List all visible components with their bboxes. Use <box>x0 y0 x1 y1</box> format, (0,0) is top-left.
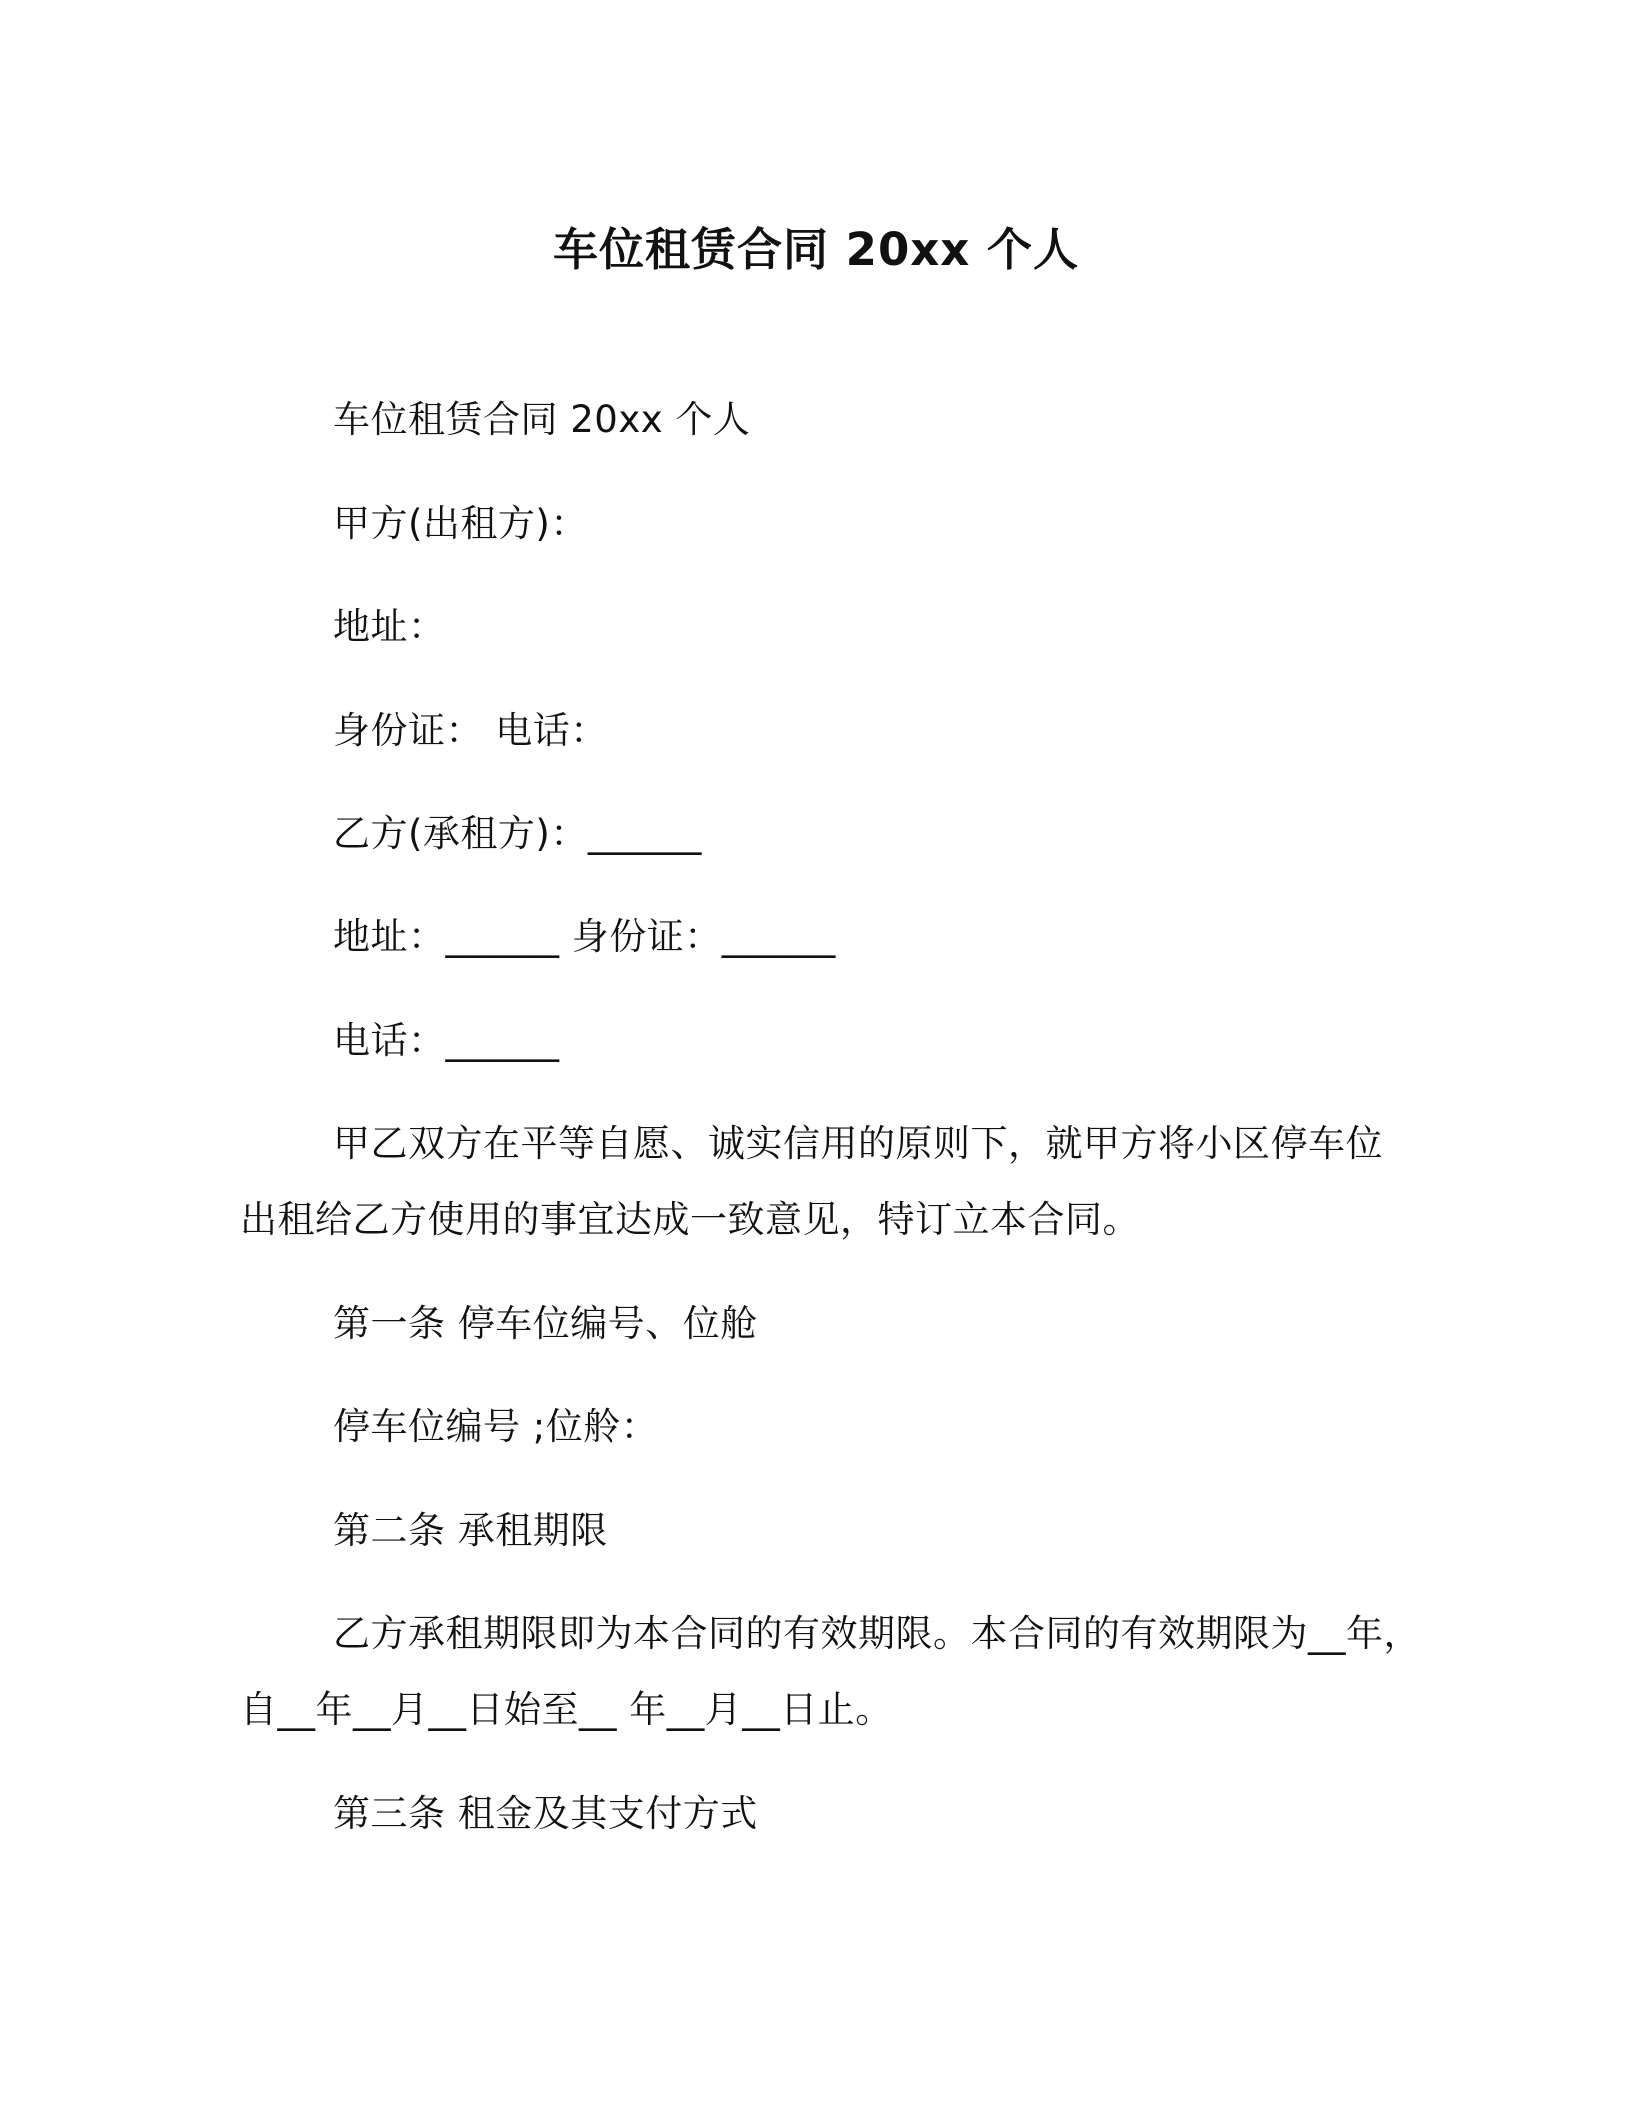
article-2-content-line-1: 乙方承租期限即为本合同的有效期限。本合同的有效期限为__年， <box>333 1612 1421 1655</box>
party-b-address-id-line: 地址：______ 身份证：______ <box>333 915 836 958</box>
article-3-heading: 第三条 租金及其支付方式 <box>333 1792 758 1835</box>
article-1-content: 停车位编号 ;位舲： <box>333 1405 659 1448</box>
article-1-heading: 第一条 停车位编号、位舱 <box>333 1302 758 1345</box>
preamble-line-1: 甲乙双方在平等自愿、诚实信用的原则下，就甲方将小区停车位 <box>333 1122 1383 1165</box>
party-a-address-line: 地址： <box>333 605 446 648</box>
article-2-heading: 第二条 承租期限 <box>333 1509 608 1552</box>
party-b-line: 乙方(承租方)：______ <box>333 812 702 855</box>
document-title: 车位租赁合同 20xx 个人 <box>552 223 1079 276</box>
article-2-content-line-2: 自__年__月__日始至__ 年__月__日止。 <box>240 1688 893 1731</box>
party-b-phone-line: 电话：______ <box>333 1019 560 1062</box>
subtitle-line: 车位租赁合同 20xx 个人 <box>333 398 751 441</box>
party-a-id-phone-line: 身份证： 电话： <box>333 709 608 752</box>
party-a-line: 甲方(出租方)： <box>333 502 588 545</box>
preamble-line-2: 出租给乙方使用的事宜达成一致意见，特订立本合同。 <box>240 1198 1140 1241</box>
